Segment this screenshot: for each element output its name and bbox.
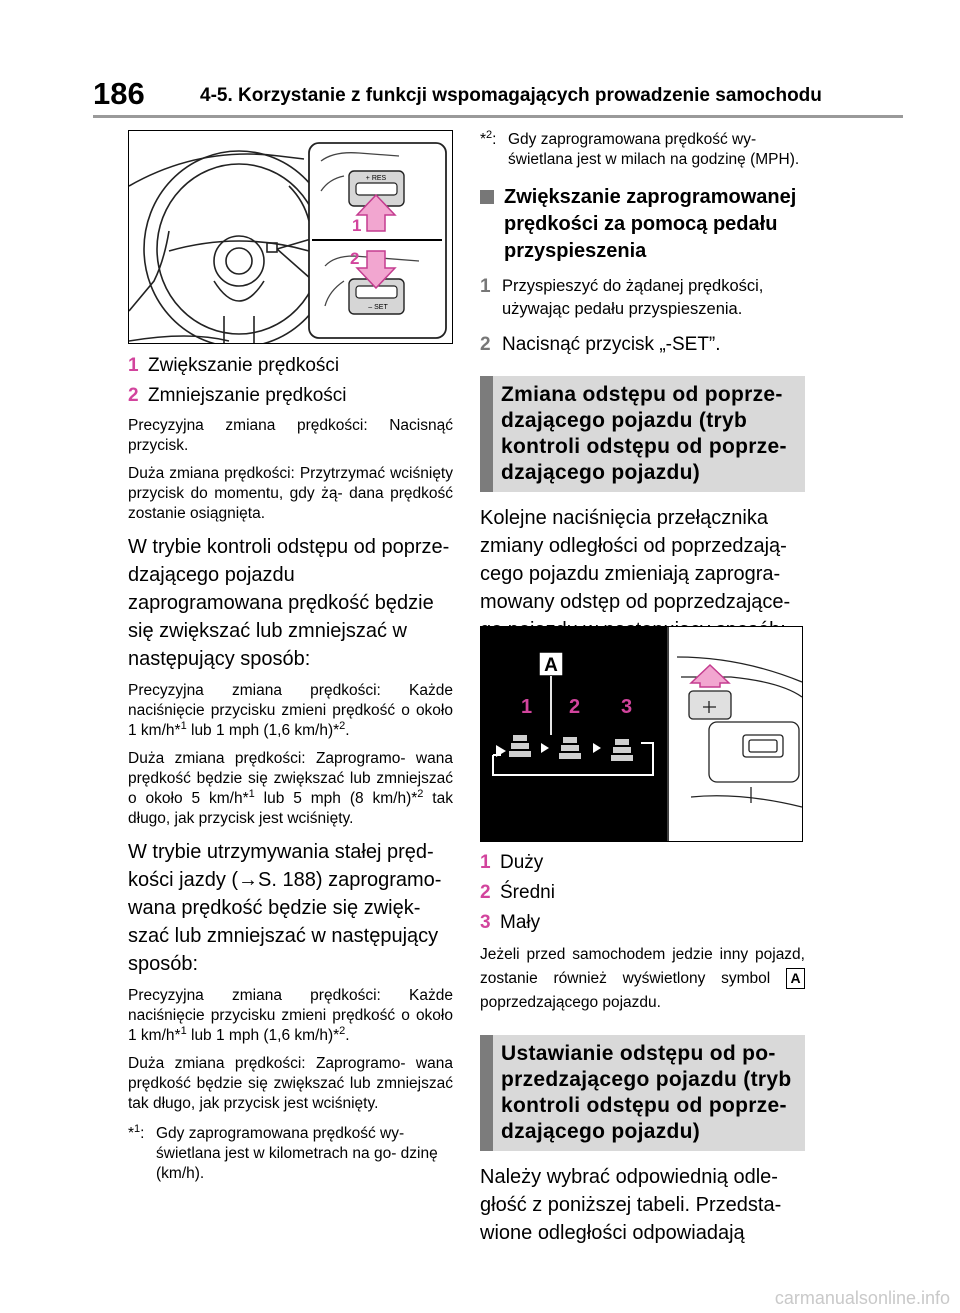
section-title: 4-5. Korzystanie z funkcji wspomagających prowadzenie samochodu <box>200 85 822 106</box>
paragraph: Jeżeli przed samochodem jedzie inny pojazd, zostanie również wyświetlony symbol A poprzedzającego pojazdu. <box>480 946 805 1011</box>
paragraph: Precyzyjna zmiana prędkości: Każde naciśnięcie przycisku zmieni prędkość o około 1 km/h*$^1$ lub 1 mph (1,6 km/h)*$^2$. <box>128 987 453 1044</box>
distance-num-3: 3 <box>621 696 633 718</box>
right-column <box>480 130 805 644</box>
right-column-lower <box>480 850 805 1247</box>
paragraph: W trybie utrzymywania stałej pręd- kości jazdy (→S. 188) zaprogramo- wana prędkość będzie się zwięk- szać lub zmniejszać w następujący sposób: <box>128 841 442 975</box>
res-button-label: + RES <box>365 175 387 182</box>
paragraph: Precyzyjna zmiana prędkości: Nacisnąć przycisk. <box>128 417 453 454</box>
header-rule <box>93 115 903 118</box>
distance-num-2: 2 <box>569 696 581 718</box>
left-column <box>128 353 453 1184</box>
steering-wheel-figure <box>128 130 453 344</box>
paragraph: Kolejne naciśnięcia przełącznika zmiany odległości od poprzedzają- cego pojazdu zmieniają zaprogra- mowany odstęp od poprzedzające- <box>480 507 791 613</box>
square-bullet-icon <box>480 190 494 204</box>
list-item: 1 Zwiększanie prędkości <box>128 355 340 376</box>
callout-2: 2 <box>350 249 360 268</box>
sub-heading: Zwiększanie zaprogramowanej prędkości za pomocą pedału przyspieszenia <box>480 184 805 265</box>
step-2: 2 Nacisnąć przycisk „-SET”. <box>480 334 721 355</box>
distance-switch-illustration <box>481 627 802 841</box>
list-item: 3 Mały <box>480 912 541 933</box>
footnote-2: *$^2$: Gdy zaprogramowana prędkość wy- świetlana jest w milach na godzinę (MPH). <box>480 128 800 168</box>
label-a: A <box>544 655 558 676</box>
section-banner-1: Zmiana odstępu od poprze- dzającego pojazdu (tryb kontroli odstępu od poprze- dzającego pojazdu) <box>480 376 805 492</box>
paragraph: Duża zmiana prędkości: Zaprogramo- wana prędkość będzie się zwiększać lub zmniejszać o około 5 km/h*$^1$ lub 5 mph (8 km/h)*$^2$ tak długo, jak przycisk jest wciśnięty. <box>128 750 453 827</box>
paragraph: Duża zmiana prędkości: Przytrzymać wciśnięty przycisk do momentu, gdy żą- dana prędkość zostanie osiągnięta. <box>128 465 453 522</box>
list-item: 2 Zmniejszanie prędkości <box>128 385 347 406</box>
distance-switch-figure <box>480 626 803 842</box>
page-number: 186 <box>93 76 145 111</box>
paragraph: Duża zmiana prędkości: Zaprogramo- wana prędkość będzie się zwiększać lub zmniejszać tak długo, jak przycisk jest wciśnięty. <box>128 1055 453 1112</box>
watermark: carmanualsonline.info <box>774 1288 950 1308</box>
list-item: 1 Duży <box>480 852 544 873</box>
preceding-vehicle-symbol-icon: A <box>786 968 805 989</box>
footnote-1: *$^1$: Gdy zaprogramowana prędkość wy- świetlana jest w kilometrach na go- dzinę (km/h). <box>128 1122 438 1182</box>
distance-num-1: 1 <box>521 696 533 718</box>
paragraph: W trybie kontroli odstępu od poprze- dzającego pojazdu zaprogramowana prędkość będzie się zwiększać lub zmniejszać w następujący sposób: <box>128 536 450 670</box>
list-item: 2 Średni <box>480 882 555 903</box>
callout-1: 1 <box>352 216 362 235</box>
step-1: 1 Przyspieszyć do żądanej prędkości, używając pedału przyspieszenia. <box>480 276 764 318</box>
steering-wheel-illustration <box>129 131 452 343</box>
section-banner-2: Ustawianie odstępu od po- przedzającego pojazdu (tryb kontroli odstępu od poprze- dzającego pojazdu) <box>480 1035 805 1151</box>
set-button-label: – SET <box>368 304 388 311</box>
paragraph: Precyzyjna zmiana prędkości: Każde naciśnięcie przycisku zmieni prędkość o około 1 km/h*$^1$ lub 1 mph (1,6 km/h)*$^2$. <box>128 682 453 739</box>
paragraph: Należy wybrać odpowiednią odle- głość z poniższej tabeli. Przedsta- wione odległości odpowiadają <box>480 1166 782 1244</box>
down-arrow-icon <box>691 665 729 687</box>
